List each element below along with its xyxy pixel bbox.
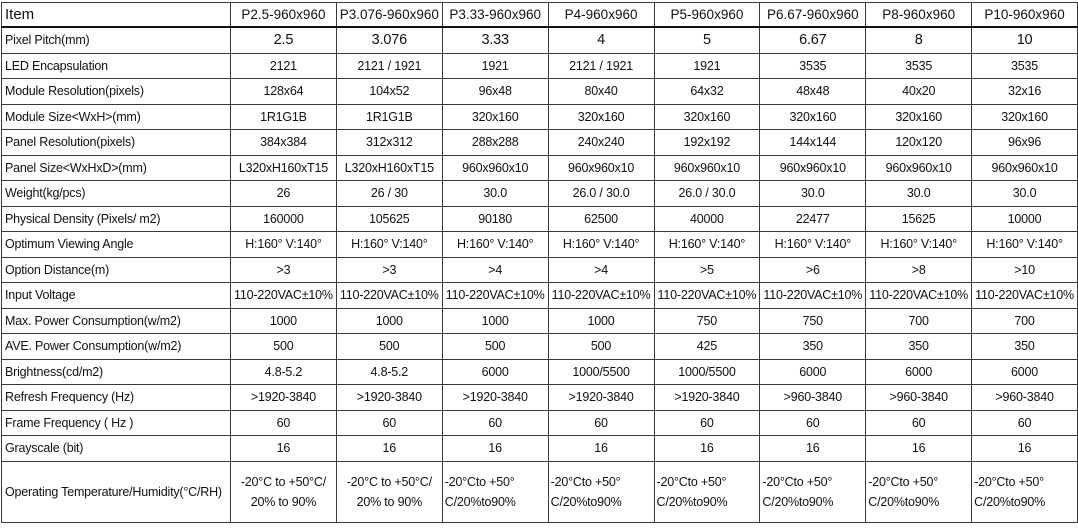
table-cell: 128x64 (231, 79, 337, 105)
table-cell: 16 (760, 436, 866, 462)
table-cell: 16 (548, 436, 654, 462)
table-cell: >10 (972, 257, 1078, 283)
table-row (2, 308, 1078, 334)
table-cell: 60 (442, 410, 548, 436)
table-cell: 3535 (866, 53, 972, 79)
table-cell: >1920-3840 (231, 385, 337, 411)
table-cell: 4.8-5.2 (231, 359, 337, 385)
table-cell: 110-220VAC±10% (972, 283, 1078, 309)
table-cell: 2.5 (231, 27, 337, 53)
table-row (2, 206, 1078, 232)
table-cell: 16 (972, 436, 1078, 462)
row-label: Optimum Viewing Angle (2, 232, 231, 258)
table-cell: 110-220VAC±10% (760, 283, 866, 309)
table-row (2, 257, 1078, 283)
row-label: Module Size<WxH>(mm) (2, 104, 231, 130)
table-cell: -20°C to +50°C/ 20% to 90% (231, 461, 337, 522)
table-cell: 1921 (442, 53, 548, 79)
table-cell: 60 (866, 410, 972, 436)
row-label: Weight(kg/pcs) (2, 181, 231, 207)
table-cell: 3.076 (336, 27, 442, 53)
table-cell: L320xH160xT15 (336, 155, 442, 181)
table-cell: 8 (866, 27, 972, 53)
header-row (2, 3, 1078, 28)
table-cell: 62500 (548, 206, 654, 232)
table-cell: 16 (654, 436, 760, 462)
table-row (2, 155, 1078, 181)
column-header: P3.076-960x960 (336, 3, 442, 28)
row-label: Max. Power Consumption(w/m2) (2, 308, 231, 334)
table-cell: 312x312 (336, 130, 442, 156)
table-cell: 320x160 (972, 104, 1078, 130)
table-row (2, 436, 1078, 462)
table-cell: 96x96 (972, 130, 1078, 156)
table-cell: L320xH160xT15 (231, 155, 337, 181)
table-cell: -20°Cto +50° C/20%to90% (442, 461, 548, 522)
table-cell: 110-220VAC±10% (866, 283, 972, 309)
column-header: P6.67-960x960 (760, 3, 866, 28)
table-cell: 60 (231, 410, 337, 436)
table-cell: 700 (866, 308, 972, 334)
table-row (2, 410, 1078, 436)
table-cell: 160000 (231, 206, 337, 232)
table-cell: 6000 (972, 359, 1078, 385)
table-cell: 350 (866, 334, 972, 360)
table-cell: 26.0 / 30.0 (654, 181, 760, 207)
table-cell: 320x160 (548, 104, 654, 130)
table-cell: 4 (548, 27, 654, 53)
table-cell: 1R1G1B (231, 104, 337, 130)
table-cell: 3535 (972, 53, 1078, 79)
table-cell: 26 (231, 181, 337, 207)
table-cell: >1920-3840 (548, 385, 654, 411)
table-cell: 110-220VAC±10% (336, 283, 442, 309)
table-cell: 104x52 (336, 79, 442, 105)
table-cell: 16 (336, 436, 442, 462)
table-cell: 80x40 (548, 79, 654, 105)
table-cell: 64x32 (654, 79, 760, 105)
table-cell: H:160° V:140° (866, 232, 972, 258)
table-cell: 110-220VAC±10% (654, 283, 760, 309)
table-cell: 750 (760, 308, 866, 334)
table-cell: 26 / 30 (336, 181, 442, 207)
row-label: Pixel Pitch(mm) (2, 27, 231, 53)
table-row (2, 385, 1078, 411)
table-cell: 96x48 (442, 79, 548, 105)
row-label: Module Resolution(pixels) (2, 79, 231, 105)
table-cell: -20°Cto +50° C/20%to90% (972, 461, 1078, 522)
table-cell: 60 (548, 410, 654, 436)
column-header: P5-960x960 (654, 3, 760, 28)
table-cell: 240x240 (548, 130, 654, 156)
table-cell: H:160° V:140° (760, 232, 866, 258)
table-cell: 2121 / 1921 (548, 53, 654, 79)
table-cell: 288x288 (442, 130, 548, 156)
table-cell: 500 (336, 334, 442, 360)
table-row (2, 232, 1078, 258)
row-label: Refresh Frequency (Hz) (2, 385, 231, 411)
table-cell: H:160° V:140° (442, 232, 548, 258)
table-cell: >1920-3840 (442, 385, 548, 411)
table-cell: 16 (866, 436, 972, 462)
table-cell: 6000 (442, 359, 548, 385)
row-label: Frame Frequency ( Hz ) (2, 410, 231, 436)
table-cell: 1000/5500 (548, 359, 654, 385)
table-cell: 16 (231, 436, 337, 462)
table-row (2, 461, 1078, 522)
table-cell: 30.0 (442, 181, 548, 207)
table-cell: 144x144 (760, 130, 866, 156)
table-cell: 960x960x10 (972, 155, 1078, 181)
table-cell: 384x384 (231, 130, 337, 156)
table-cell: 6.67 (760, 27, 866, 53)
table-cell: 700 (972, 308, 1078, 334)
table-cell: 1000 (231, 308, 337, 334)
table-cell: -20°Cto +50° C/20%to90% (654, 461, 760, 522)
column-header: P2.5-960x960 (231, 3, 337, 28)
table-row (2, 104, 1078, 130)
table-row (2, 359, 1078, 385)
table-cell: H:160° V:140° (654, 232, 760, 258)
table-cell: 960x960x10 (548, 155, 654, 181)
table-cell: 1921 (654, 53, 760, 79)
row-label: AVE. Power Consumption(w/m2) (2, 334, 231, 360)
table-cell: >960-3840 (972, 385, 1078, 411)
table-cell: 40000 (654, 206, 760, 232)
table-row (2, 283, 1078, 309)
table-cell: 2121 / 1921 (336, 53, 442, 79)
table-cell: 110-220VAC±10% (548, 283, 654, 309)
row-label: Input Voltage (2, 283, 231, 309)
table-cell: 60 (972, 410, 1078, 436)
table-cell: H:160° V:140° (548, 232, 654, 258)
row-label: Operating Temperature/Humidity(°C/RH) (2, 461, 231, 522)
row-label: Physical Density (Pixels/ m2) (2, 206, 231, 232)
table-cell: 3535 (760, 53, 866, 79)
table-cell: >960-3840 (866, 385, 972, 411)
table-cell: 105625 (336, 206, 442, 232)
table-cell: 4.8-5.2 (336, 359, 442, 385)
table-cell: 22477 (760, 206, 866, 232)
spec-table (1, 2, 1078, 523)
table-cell: >6 (760, 257, 866, 283)
table-row (2, 334, 1078, 360)
table-row (2, 181, 1078, 207)
table-cell: 10000 (972, 206, 1078, 232)
table-cell: 60 (654, 410, 760, 436)
table-cell: 320x160 (760, 104, 866, 130)
table-cell: 6000 (760, 359, 866, 385)
table-cell: -20°Cto +50° C/20%to90% (548, 461, 654, 522)
table-cell: 960x960x10 (866, 155, 972, 181)
table-cell: 6000 (866, 359, 972, 385)
table-cell: 192x192 (654, 130, 760, 156)
table-cell: 350 (760, 334, 866, 360)
table-cell: 1000 (442, 308, 548, 334)
table-cell: 90180 (442, 206, 548, 232)
table-cell: 960x960x10 (654, 155, 760, 181)
table-cell: >5 (654, 257, 760, 283)
table-cell: -20°Cto +50° C/20%to90% (760, 461, 866, 522)
table-cell: 60 (760, 410, 866, 436)
table-cell: 350 (972, 334, 1078, 360)
table-cell: >1920-3840 (654, 385, 760, 411)
table-cell: 320x160 (654, 104, 760, 130)
table-cell: >4 (548, 257, 654, 283)
row-label: Panel Resolution(pixels) (2, 130, 231, 156)
table-cell: 30.0 (972, 181, 1078, 207)
row-label: Panel Size<WxHxD>(mm) (2, 155, 231, 181)
table-cell: 960x960x10 (760, 155, 866, 181)
table-cell: H:160° V:140° (972, 232, 1078, 258)
table-cell: 30.0 (866, 181, 972, 207)
table-cell: 320x160 (442, 104, 548, 130)
table-cell: 30.0 (760, 181, 866, 207)
table-cell: 425 (654, 334, 760, 360)
table-cell: 750 (654, 308, 760, 334)
table-cell: 500 (231, 334, 337, 360)
table-cell: 32x16 (972, 79, 1078, 105)
table-body (2, 27, 1078, 522)
table-cell: -20°Cto +50° C/20%to90% (866, 461, 972, 522)
row-label: Brightness(cd/m2) (2, 359, 231, 385)
table-cell: 48x48 (760, 79, 866, 105)
table-row (2, 53, 1078, 79)
table-cell: >8 (866, 257, 972, 283)
table-cell: 2121 (231, 53, 337, 79)
table-cell: 1000 (336, 308, 442, 334)
table-cell: 1000 (548, 308, 654, 334)
table-cell: 26.0 / 30.0 (548, 181, 654, 207)
table-cell: 120x120 (866, 130, 972, 156)
table-cell: >3 (336, 257, 442, 283)
table-cell: 1R1G1B (336, 104, 442, 130)
table-cell: 110-220VAC±10% (442, 283, 548, 309)
table-cell: >4 (442, 257, 548, 283)
table-cell: 500 (442, 334, 548, 360)
row-label: Option Distance(m) (2, 257, 231, 283)
table-cell: 5 (654, 27, 760, 53)
table-cell: 320x160 (866, 104, 972, 130)
column-header: P8-960x960 (866, 3, 972, 28)
table-cell: >1920-3840 (336, 385, 442, 411)
table-cell: 3.33 (442, 27, 548, 53)
table-row (2, 79, 1078, 105)
table-row (2, 27, 1078, 53)
row-label: Grayscale (bit) (2, 436, 231, 462)
row-label: LED Encapsulation (2, 53, 231, 79)
column-header: P10-960x960 (972, 3, 1078, 28)
table-cell: -20°C to +50°C/ 20% to 90% (336, 461, 442, 522)
table-cell: 40x20 (866, 79, 972, 105)
table-cell: H:160° V:140° (336, 232, 442, 258)
column-header: P4-960x960 (548, 3, 654, 28)
table-cell: 110-220VAC±10% (231, 283, 337, 309)
table-cell: 1000/5500 (654, 359, 760, 385)
table-row (2, 130, 1078, 156)
header-label: Item (2, 3, 231, 28)
table-cell: 16 (442, 436, 548, 462)
table-cell: 10 (972, 27, 1078, 53)
table-cell: >960-3840 (760, 385, 866, 411)
table-cell: 15625 (866, 206, 972, 232)
column-header: P3.33-960x960 (442, 3, 548, 28)
table-cell: >3 (231, 257, 337, 283)
table-cell: 60 (336, 410, 442, 436)
table-cell: 960x960x10 (442, 155, 548, 181)
table-cell: 500 (548, 334, 654, 360)
table-cell: H:160° V:140° (231, 232, 337, 258)
